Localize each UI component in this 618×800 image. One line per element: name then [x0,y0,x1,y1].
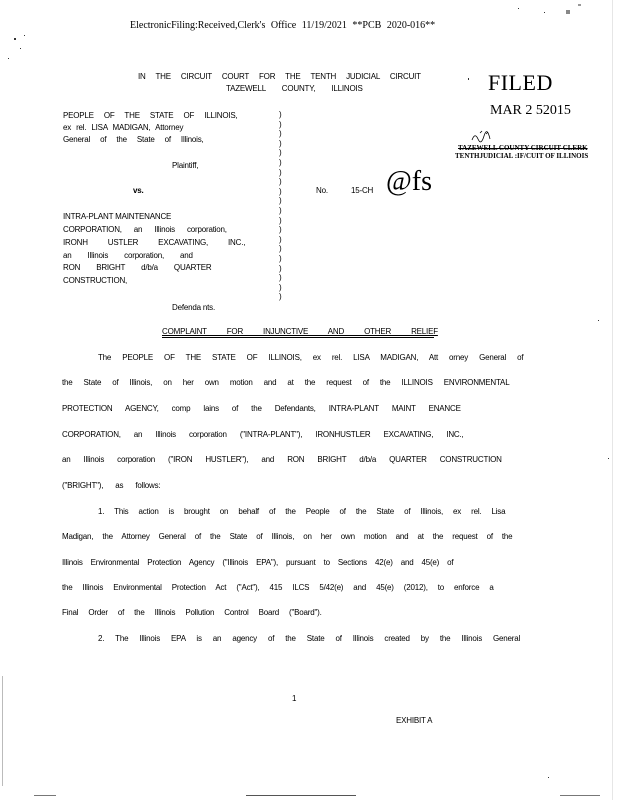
exhibit-label: EXHIBIT A [396,716,433,725]
filed-date: MAR 2 52015 [490,103,571,118]
scan-speck [598,320,599,321]
para1-line: Illinois Environmental Protection Agency ("Illinois EPA"), pursuant to Sections 42(e) and 45(e) of [62,558,454,567]
filing-header: ElectronicFiling:Received,Clerk's Office 11/19/2021 **PCB 2020-016** [130,20,436,31]
scan-speck [518,8,519,9]
scan-speck [468,78,469,80]
body-line: PROTECTION AGENCY, comp lains of the Defendants, INTRA-PLANT MAINT ENANCE [62,404,461,413]
complaint-title-text: COMPLAINT FOR INJUNCTIVE AND OTHER RELIEF [162,327,438,336]
scan-edge-mark [2,676,3,786]
body-line: ("BRIGHT"), as follows: [62,481,161,490]
scan-speck [24,35,25,36]
scan-bottom-mark [560,795,600,796]
filed-stamp: FILED [488,70,553,95]
scan-bottom-mark [34,795,56,796]
body-line: CORPORATION, an Illinois corporation ("INTRA-PLANT"), IRONHUSTLER EXCAVATING, INC., [62,430,464,439]
caption-defendant-line: IRONH USTLER EXCAVATING, INC., [63,238,246,247]
caption-defendant-line: CORPORATION, an Illinois corporation, [63,225,227,234]
scan-speck [548,777,549,778]
caption-parenthesis-column: ) ) ) ) ) ) ) ) ) ) ) ) ) ) ) ) ) ) ) ) [279,110,282,302]
caption-defendant-line: an Illinois corporation, and [63,251,193,260]
scan-speck [608,458,609,459]
para1-line: Final Order of the Illinois Pollution Control Board ("Board"). [62,608,322,617]
body-line: an Illinois corporation ("IRON HUSTLER"), and RON BRIGHT d/b/a QUARTER CONSTRUCTION [62,455,502,464]
caption-defendant-line: RON BRIGHT d/b/a QUARTER [63,263,212,272]
stamp-signature-scribble [470,130,496,144]
caption-plaintiff-line: PEOPLE OF THE STATE OF ILLINOIS, [63,111,238,120]
complaint-title [162,327,438,336]
caption-defendant-label: Defenda nts. [172,303,215,312]
body-line: the State of Illinois, on her own motion and at the request of the ILLINOIS ENVIRONMENTAL [62,378,510,387]
scan-speck [544,12,545,13]
case-number-label: No. [316,186,328,195]
scan-speck [566,10,570,14]
para1-line: Madigan, the Attorney General of the State of Illinois, on her own motion and at the request of the [62,532,513,541]
caption-plaintiff-label: Plaintiff, [172,161,199,170]
scan-speck [14,38,16,40]
case-number: 15-CH [351,186,374,195]
court-county: TAZEWELL COUNTY, ILLINOIS [226,84,363,93]
stamp-circuit: TENTHJUDICIAL :IF/CUIT OF ILLINOIS [455,152,589,160]
handwritten-case-suffix: @fs [386,166,433,197]
scan-speck [8,58,9,59]
stamp-clerk: TAZEWELL COUNTY CIRCUIT CLERK [458,144,588,152]
scan-edge-mark [612,0,613,800]
caption-plaintiff-line: General of the State of Illinois, [63,135,204,144]
para1-line: 1. This action is brought on behalf of the People of the State of Illinois, ex rel. Lisa [98,507,506,516]
scan-speck [20,48,21,49]
caption-defendant-line: CONSTRUCTION, [63,276,128,285]
para2-line: 2. The Illinois EPA is an agency of the State of Illinois created by the Illinois General [98,634,521,643]
body-line: The PEOPLE OF THE STATE OF ILLINOIS, ex rel. LISA MADIGAN, Att orney General of [98,353,524,362]
court-name: IN THE CIRCUIT COURT FOR THE TENTH JUDICIAL CIRCUIT [138,72,421,81]
para1-line: the Illinois Environmental Protection Act ("Act"), 415 ILCS 5/42(e) and 45(e) (2012), to enforce a [62,583,494,592]
scan-speck [578,4,581,6]
complaint-title-underline [162,337,434,338]
caption-plaintiff-line: ex rel. LISA MADIGAN, Attorney [63,123,184,132]
caption-vs: vs. [133,186,144,195]
caption-defendant-line: INTRA-PLANT MAINTENANCE [63,212,172,221]
page-number: 1 [292,694,297,703]
scan-bottom-mark [246,795,356,796]
